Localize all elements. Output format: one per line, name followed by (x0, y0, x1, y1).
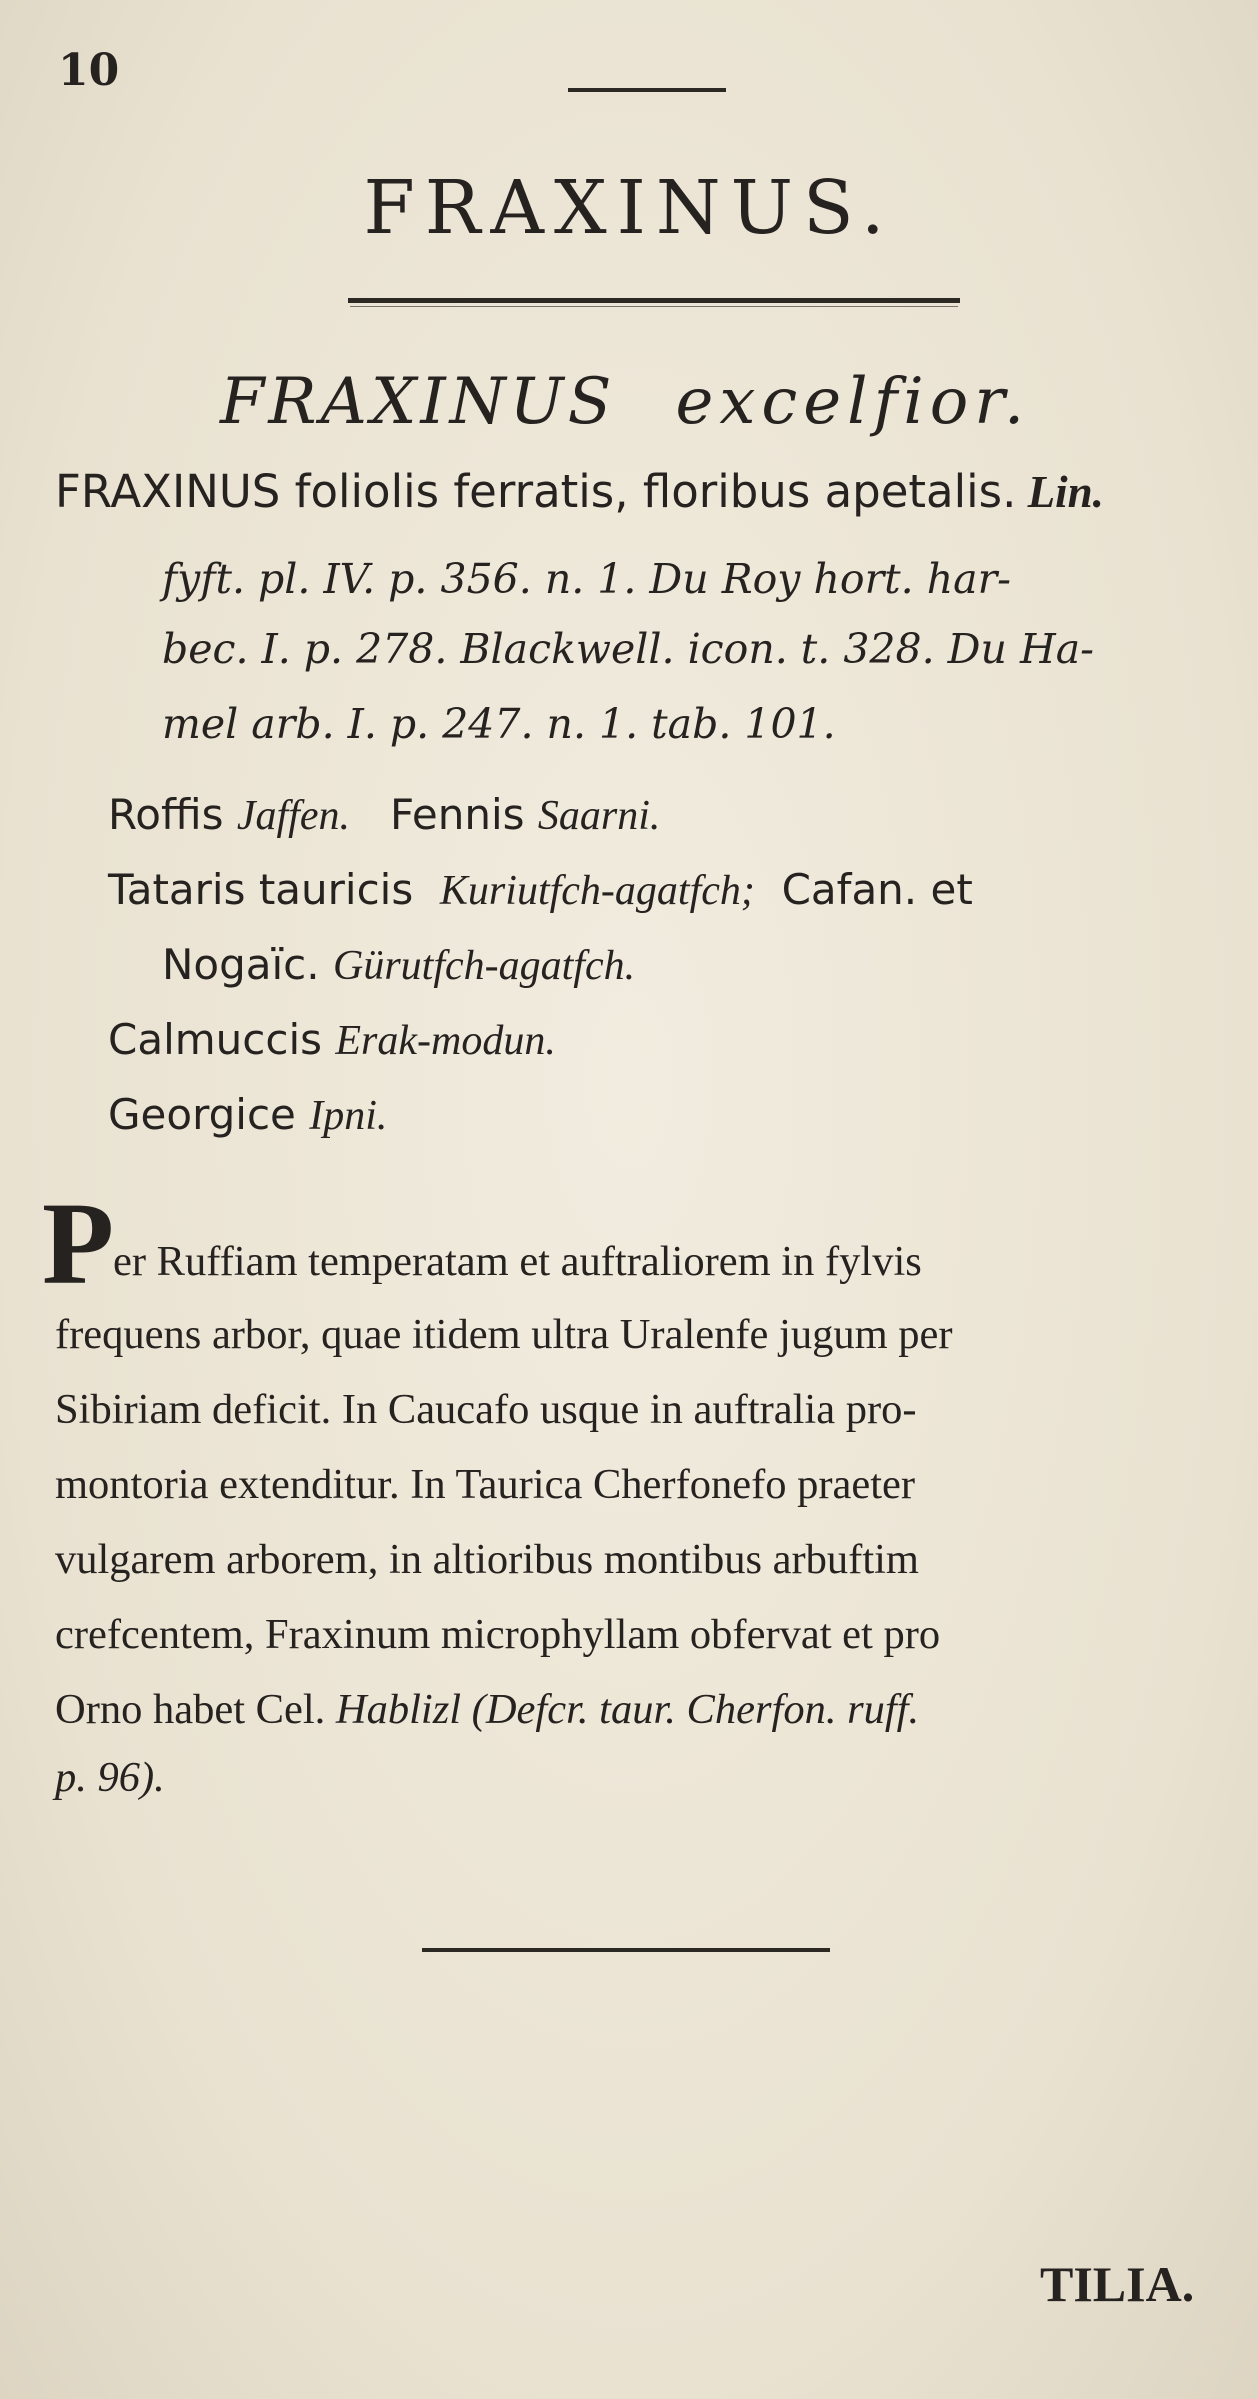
species-epithet: excelfior. (675, 365, 1031, 439)
running-title: FRAXINUS. (363, 165, 895, 251)
body-line: Orno habet Cel. Hablizl (Defcr. taur. Cherfon. ruff. (55, 1686, 920, 1733)
synonymy-line: FRAXINUS foliolis ferratis, floribus apetalis. Lin. (55, 465, 1104, 518)
synonymy-line: bec. I. p. 278. Blackwell. icon. t. 328. Du Ha- (162, 625, 1095, 673)
title-double-rule (348, 298, 960, 303)
body-line: crefcentem, Fraxinum microphyllam obfervat et pro (55, 1611, 941, 1658)
body-line: p. 96). (55, 1754, 165, 1801)
vernacular-line: Nogaïc. Gürutfch-agatfch. (162, 940, 636, 989)
vernacular-line: Georgice Ipni. (108, 1090, 388, 1139)
header-ornament-rule (568, 88, 726, 92)
body-line: frequens arbor, quae itidem ultra Uralenfe jugum per (55, 1311, 953, 1358)
species-heading (220, 365, 1030, 439)
drop-cap: P (42, 1178, 115, 1309)
vernacular-line: Calmuccis Erak-modun. (108, 1015, 556, 1064)
body-line: Sibiriam deficit. In Caucafo usque in auftralia pro- (55, 1386, 917, 1433)
catchword: TILIA. (1040, 2256, 1195, 2312)
vernacular-line: Tataris tauricis Kuriutfch-agatfch; Cafan. et (108, 865, 973, 914)
body-line: vulgarem arborem, in altioribus montibus arbuftim (55, 1536, 919, 1583)
vernacular-line: Roffis Jaffen. Fennis Saarni. (108, 790, 661, 839)
genus-name: FRAXINUS (220, 365, 616, 439)
page-number: 10 (58, 45, 120, 96)
section-end-rule (422, 1948, 830, 1952)
title-double-rule-thin (350, 306, 958, 307)
body-line: er Ruffiam temperatam et auftraliorem in fylvis (113, 1238, 922, 1285)
body-line: montoria extenditur. In Taurica Cherfonefo praeter (55, 1461, 916, 1508)
synonymy-line: mel arb. I. p. 247. n. 1. tab. 101. (162, 700, 836, 748)
synonymy-line: fyft. pl. IV. p. 356. n. 1. Du Roy hort. har- (162, 555, 1012, 603)
